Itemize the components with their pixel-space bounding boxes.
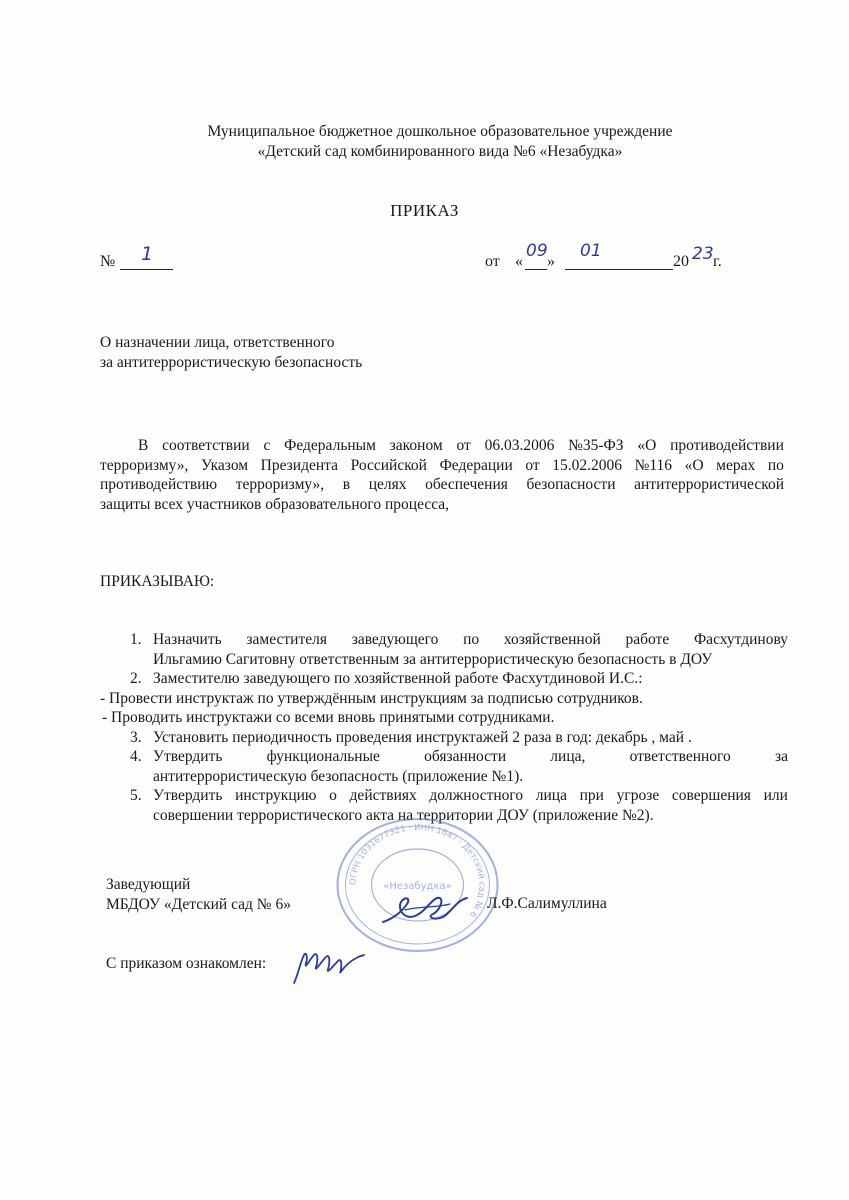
word: соответствии: [162, 437, 250, 454]
document-title: ПРИКАЗ: [390, 201, 459, 220]
preamble-line-2: [100, 456, 784, 476]
preamble-line-3: [100, 475, 784, 495]
order-subject: [100, 333, 362, 373]
word: о: [329, 787, 337, 804]
word: обязанности: [424, 748, 507, 765]
item-number: 4.: [130, 748, 142, 765]
word: безопасности: [526, 476, 616, 493]
item-4-line-2: антитеррористическую безопасность (приложение №1).: [153, 767, 524, 785]
word: «О: [684, 456, 704, 474]
order-item-3: [100, 728, 788, 748]
sub-item-1: - Провести инструктаж по утверждённым инструкциям за подписью сотрудников.: [100, 689, 643, 707]
date-year-suffix-handwritten: 23: [692, 244, 714, 264]
item-5-line-2: совершении террористического акта на территории ДОУ (приложение №2).: [153, 806, 654, 824]
order-item-4: [100, 747, 788, 786]
date-month-handwritten: 01: [580, 241, 602, 261]
word: действиях: [349, 787, 417, 804]
item-3-line-1: Установить периодичность проведения инструктажей 2 раза в год: декабрь , май .: [153, 728, 692, 746]
signature-block: [106, 875, 291, 915]
item-1-line-2: Ильгамию Сагитовну ответственным за антитеррористическую безопасность в ДОУ: [153, 650, 713, 668]
institution-line-1: Муниципальное бюджетное дошкольное образовательное учреждение: [207, 123, 673, 140]
word: терроризму»,: [235, 476, 325, 493]
order-word: ПРИКАЗЫВАЮ:: [100, 573, 215, 590]
sub-item-2: - Проводить инструктажи со всеми вновь принятыми сотрудниками.: [102, 709, 555, 726]
word: противодействии: [670, 437, 784, 454]
item-2-line-1: Заместителю заведующего по хозяйственной работе Фасхутдиновой И.С.:: [153, 670, 643, 687]
word: №116: [634, 456, 673, 474]
word: работе: [625, 631, 670, 648]
acknowledgement-signature: [288, 945, 368, 990]
order-items: [100, 630, 788, 825]
word: Указом: [201, 456, 249, 474]
preamble-line-4: [100, 495, 784, 515]
word: лица,: [550, 748, 586, 765]
institution-line-2: «Детский сад комбинированного вида №6 «Незабудка»: [257, 143, 623, 160]
word: совершения: [671, 787, 751, 804]
signer-position: Заведующий: [106, 876, 191, 893]
item-1-line-1: [153, 630, 788, 650]
word: Федеральным: [284, 437, 376, 454]
item-number: 1.: [130, 631, 142, 648]
word: мерах: [716, 456, 756, 474]
word: или: [763, 787, 788, 804]
subject-line-1: О назначении лица, ответственного: [100, 334, 335, 351]
item-number: 2.: [130, 670, 142, 687]
number-label: №: [100, 253, 116, 270]
item-4-line-1: [153, 747, 788, 767]
word: целях: [368, 476, 407, 493]
word: Российской: [350, 456, 427, 474]
date-day-underline: [525, 269, 547, 270]
word: угрозе: [616, 787, 660, 804]
date-from-label: от: [485, 253, 500, 270]
word: противодействию: [100, 476, 218, 493]
stamp-center-text: «Незабудка»: [383, 881, 452, 892]
word: ответственного: [629, 748, 731, 765]
word: инструкцию: [235, 787, 317, 804]
number-underline: [120, 269, 173, 270]
item-number: 5.: [130, 787, 142, 804]
word: Назначить: [153, 631, 222, 648]
word: антитеррористической: [634, 476, 784, 493]
date-year-unit: г.: [713, 253, 722, 270]
word: заведующего: [351, 631, 439, 648]
number-value-handwritten: 1: [141, 243, 154, 265]
order-item-1: [100, 630, 788, 669]
word: по: [767, 456, 784, 474]
word: функциональные: [266, 748, 380, 765]
word: Президента: [260, 456, 339, 474]
word: 15.02.2006: [552, 456, 622, 474]
word: терроризму»,: [100, 456, 189, 474]
word: В: [138, 437, 149, 454]
word: от: [456, 437, 471, 454]
word: законом: [389, 437, 443, 454]
word: должностного: [429, 787, 524, 804]
date-quote-open: «: [515, 253, 523, 270]
word: лица: [535, 787, 567, 804]
preamble: [100, 436, 784, 514]
word: заместителя: [246, 631, 327, 648]
word: Утвердить: [153, 748, 223, 765]
subject-line-2: за антитеррористическую безопасность: [100, 354, 363, 371]
word: 06.03.2006: [484, 437, 555, 454]
word: в: [342, 476, 351, 493]
acknowledgement-label: С приказом ознакомлен:: [106, 955, 267, 972]
head-signature: [375, 870, 475, 940]
word: при: [579, 787, 604, 804]
word: №35-ФЗ: [568, 437, 624, 454]
date-quote-close: »: [547, 253, 555, 270]
word: хозяйственной: [503, 631, 601, 648]
date-year-prefix: 20: [673, 253, 689, 270]
word: от: [525, 456, 540, 474]
word: защиты всех участников образовательного процесса,: [100, 495, 450, 513]
word: Фасхутдинову: [693, 631, 788, 648]
signer-organization: МБДОУ «Детский сад № 6»: [106, 896, 291, 913]
signer-name: Л.Ф.Салимуллина: [487, 895, 607, 912]
item-number: 3.: [130, 728, 142, 746]
word: Федерации: [439, 456, 513, 474]
preamble-line-1: [100, 436, 784, 456]
institution-header: [100, 122, 780, 162]
word: обеспечения: [425, 476, 508, 493]
item-5-line-1: [153, 786, 788, 806]
date-month-underline: [565, 269, 673, 270]
date-day-handwritten: 09: [526, 241, 548, 261]
word: с: [263, 437, 271, 454]
word: за: [774, 748, 788, 765]
word: «О: [637, 437, 657, 454]
word: Утвердить: [153, 787, 223, 804]
stamp-ring-text: ОГРН 1031677321 · ИНН 1647 · Детский сад № 6: [348, 822, 487, 920]
order-item-2: [100, 669, 788, 689]
word: по: [463, 631, 480, 648]
